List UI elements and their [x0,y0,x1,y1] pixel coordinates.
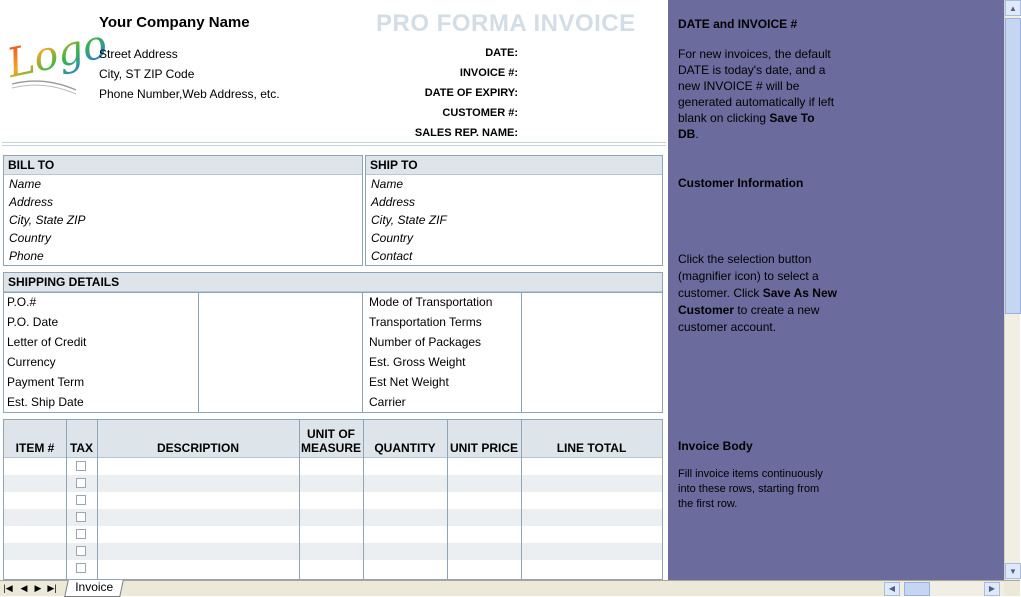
company-city[interactable]: City, ST ZIP Code [99,67,195,81]
item-number-header: ITEM # [15,441,55,455]
item-row[interactable] [4,475,662,492]
first-sheet-icon[interactable]: |◀ [3,583,13,593]
quantity-header: QUANTITY [374,441,436,455]
company-street[interactable]: Street Address [99,47,178,61]
column-divider [362,292,363,412]
sales-rep-label: SALES REP. NAME: [414,127,518,139]
item-row[interactable] [4,509,662,526]
date-help-end: . [695,127,699,141]
est-gross-weight-label: Est. Gross Weight [369,355,466,369]
tax-checkbox[interactable] [76,546,86,556]
tax-checkbox[interactable] [76,512,86,522]
bill-to-country[interactable]: Country [9,231,52,245]
tax-header: TAX [69,441,94,455]
ship-to-section [365,155,663,266]
tax-checkbox[interactable] [76,529,86,539]
horizontal-scrollbar[interactable] [884,582,1004,596]
column-divider [299,420,300,580]
horizontal-scroll-thumb[interactable] [904,582,930,596]
tax-checkbox[interactable] [76,495,86,505]
help-panel [668,0,1004,580]
customer-help-text: Click the selection button (magnifier icon) to select a customer. Click [678,252,819,300]
mode-of-transportation-label: Mode of Transportation [369,295,493,309]
scroll-down-icon[interactable]: ▼ [1005,563,1021,579]
save-as-new-customer-text: Save As New Customer [678,286,837,317]
unit-price-header: UNIT PRICE [449,441,518,455]
bill-to-section [3,155,363,266]
save-to-db-text: Save To DB [678,111,815,141]
item-row[interactable] [4,458,662,475]
bill-to-header: BILL TO [4,156,362,175]
column-divider [521,420,522,580]
last-sheet-icon[interactable]: ▶| [47,583,57,593]
unit-of-measure-header-line2: MEASURE [300,441,361,455]
invoice-number-label: INVOICE #: [459,67,518,79]
number-of-packages-label: Number of Packages [369,335,482,349]
shipping-left-labels [4,292,198,412]
item-row[interactable] [4,560,662,577]
bill-to-city[interactable]: City, State ZIP [9,213,86,227]
carrier-label: Carrier [369,395,406,409]
est-ship-date-label: Est. Ship Date [7,395,84,409]
item-row[interactable] [4,526,662,543]
expiry-date-label: DATE OF EXPIRY: [424,87,518,99]
shipping-details-table [3,292,663,413]
company-phone[interactable]: Phone Number,Web Address, etc. [99,87,280,101]
ship-to-contact[interactable]: Contact [371,249,413,263]
bill-to-phone[interactable]: Phone [9,249,44,263]
shipping-details-section [3,272,663,293]
header-divider [2,142,666,143]
invoice-body-heading: Invoice Body [678,439,753,453]
tax-checkbox[interactable] [76,563,86,573]
invoice-body-help: Fill invoice items continuously into these rows, starting from the first row. [678,468,823,510]
company-logo [3,10,112,96]
po-number-label: P.O.# [7,295,37,309]
date-invoice-help [678,46,838,142]
company-name[interactable]: Your Company Name [99,14,250,31]
scroll-up-icon[interactable]: ▲ [1005,0,1021,16]
scroll-left-icon[interactable]: ◀ [884,582,900,596]
invoice-items-table [3,419,663,580]
customer-number-label: CUSTOMER #: [442,107,518,119]
ship-to-header: SHIP TO [366,156,662,175]
payment-term-label: Payment Term [7,375,85,389]
unit-of-measure-header [299,420,363,458]
invoice-title: PRO FORMA INVOICE [376,10,636,37]
column-divider [66,420,67,580]
header-divider [2,145,666,146]
customer-info-heading: Customer Information [678,176,804,190]
unit-of-measure-header-line1: UNIT OF [307,427,355,441]
customer-info-help [678,251,838,336]
tax-checkbox[interactable] [76,461,86,471]
column-divider [447,420,448,580]
date-help-text: For new invoices, the default DATE is today's date, and a new INVOICE # will be generated automatically if left blank on clicking [678,47,835,125]
svg-text:Logo: Logo [3,21,112,88]
ship-to-address[interactable]: Address [371,195,416,209]
scroll-right-icon[interactable]: ▶ [984,582,1000,596]
column-divider [363,420,364,580]
date-label: DATE: [485,47,518,59]
tax-checkbox[interactable] [76,478,86,488]
date-invoice-heading: DATE and INVOICE # [678,17,798,31]
tab-invoice[interactable] [64,580,124,597]
vertical-scrollbar[interactable] [1004,0,1020,580]
shipping-details-header: SHIPPING DETAILS [4,273,662,292]
description-header: DESCRIPTION [156,441,239,455]
item-row[interactable] [4,543,662,560]
shipping-right-labels [366,292,521,412]
item-row[interactable] [4,492,662,509]
column-divider [97,420,98,580]
currency-label: Currency [7,355,56,369]
bill-to-name[interactable]: Name [9,177,42,191]
sheet-tab-bar [0,580,1020,596]
ship-to-country[interactable]: Country [371,231,414,245]
ship-to-city[interactable]: City, State ZIF [371,213,447,227]
scroll-thumb[interactable] [1005,18,1021,314]
customer-help-end: to create a new customer account. [678,303,820,334]
next-sheet-icon[interactable]: ▶ [34,583,42,593]
prev-sheet-icon[interactable]: ◀ [20,583,28,593]
shipping-left-values[interactable] [199,292,362,412]
shipping-right-values[interactable] [522,292,662,412]
letter-of-credit-label: Letter of Credit [7,335,87,349]
ship-to-name[interactable]: Name [371,177,404,191]
est-net-weight-label: Est Net Weight [369,375,449,389]
line-total-header: LINE TOTAL [556,441,627,455]
po-date-label: P.O. Date [7,315,59,329]
bill-to-address[interactable]: Address [9,195,54,209]
transportation-terms-label: Transportation Terms [369,315,482,329]
tab-invoice-label: Invoice [75,580,114,594]
